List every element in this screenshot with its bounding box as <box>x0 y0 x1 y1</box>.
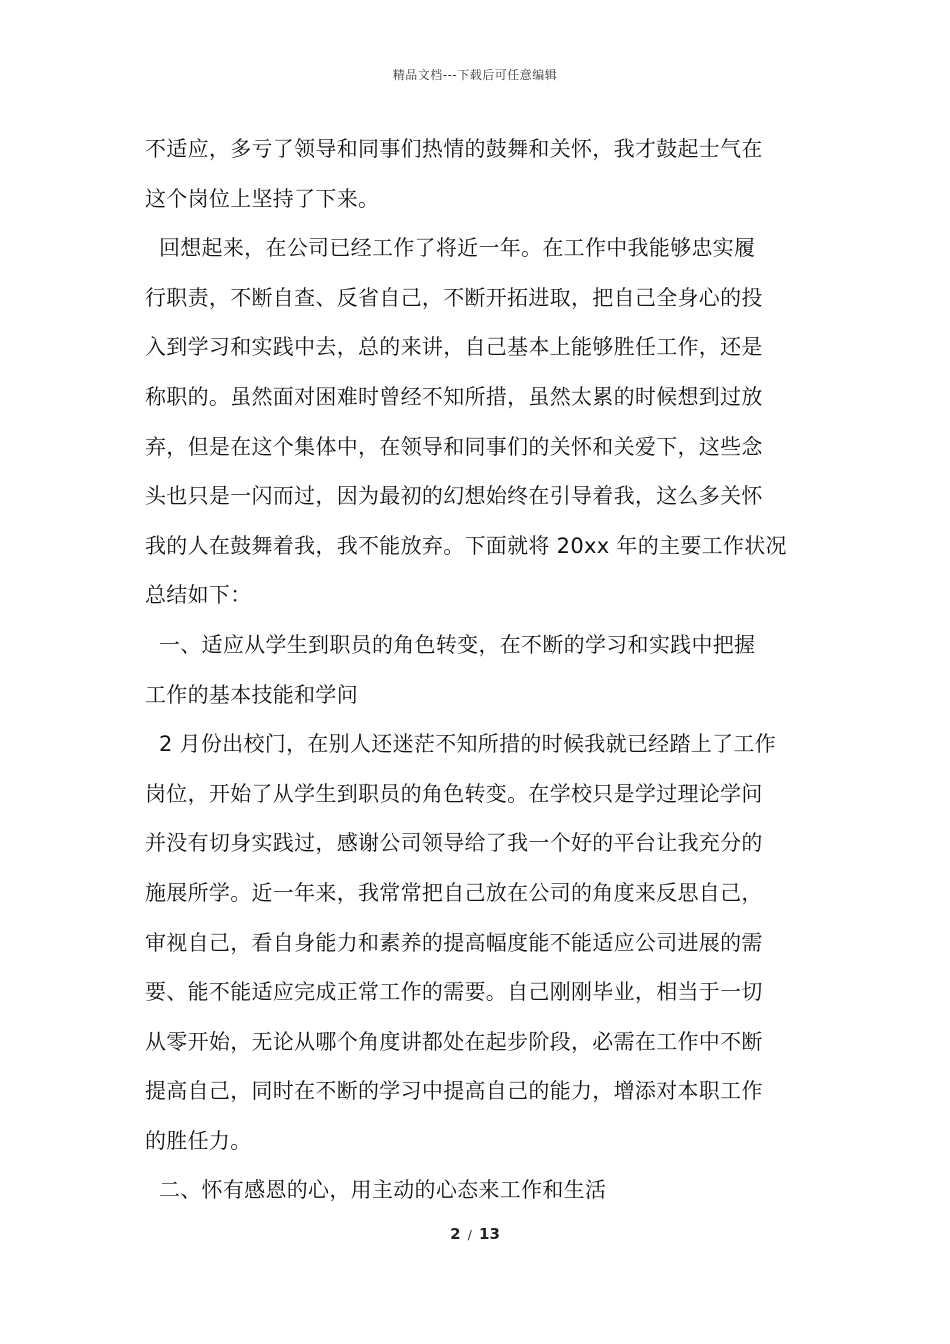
text-line: 并没有切身实践过，感谢公司领导给了我一个好的平台让我充分的 <box>145 831 763 856</box>
text-line: 不适应，多亏了领导和同事们热情的鼓舞和关怀，我才鼓起士气在 <box>145 137 763 161</box>
text-line: 的胜任力。 <box>145 1128 252 1153</box>
section-heading-line: 工作的基本技能和学问 <box>145 682 358 707</box>
text-line: 从零开始，无论从哪个角度讲都处在起步阶段，必需在工作中不断 <box>145 1029 763 1054</box>
text-line: 岗位，开始了从学生到职员的角色转变。在学校只是学过理论学问 <box>145 781 763 806</box>
text-line: 我的人在鼓舞着我，我不能放弃。下面就将 20xx 年的主要工作状况 <box>145 533 787 558</box>
text-line: 回想起来，在公司已经工作了将近一年。在工作中我能够忠实履 <box>145 236 756 261</box>
text-line: 施展所学。近一年来，我常常把自己放在公司的角度来反思自己， <box>145 880 763 905</box>
text-line: 入到学习和实践中去，总的来讲，自己基本上能够胜任工作，还是 <box>145 335 763 360</box>
section-heading-line: 二、怀有感恩的心，用主动的心态来工作和生活 <box>145 1178 607 1203</box>
text-line: 提高自己，同时在不断的学习中提高自己的能力，增添对本职工作 <box>145 1079 763 1104</box>
text-line: 要、能不能适应完成正常工作的需要。自己刚刚毕业，相当于一切 <box>145 980 763 1005</box>
section-heading-line: 一、适应从学生到职员的角色转变，在不断的学习和实践中把握 <box>145 632 756 657</box>
current-page: 2 <box>450 1225 461 1243</box>
text-line: 2 月份出校门，在别人还迷茫不知所措的时候我就已经踏上了工作 <box>145 732 776 757</box>
text-line: 这个岗位上坚持了下来。 <box>145 186 380 211</box>
text-line: 总结如下： <box>145 583 252 608</box>
text-line: 弃，但是在这个集体中，在领导和同事们的关怀和关爱下，这些念 <box>145 434 763 459</box>
text-line: 头也只是一闪而过，因为最初的幻想始终在引导着我，这么多关怀 <box>145 484 763 509</box>
page-header: 精品文档---下载后可任意编辑 <box>392 68 558 82</box>
page-number <box>0 1225 950 1243</box>
page-separator: / <box>467 1228 472 1242</box>
total-pages: 13 <box>479 1225 500 1243</box>
text-line: 审视自己，看自身能力和素养的提高幅度能不能适应公司进展的需 <box>145 930 763 955</box>
text-line: 称职的。虽然面对困难时曾经不知所措，虽然太累的时候想到过放 <box>145 384 763 409</box>
document-body <box>145 125 807 1216</box>
text-line: 行职责，不断自查、反省自己，不断开拓进取，把自己全身心的投 <box>145 285 763 310</box>
